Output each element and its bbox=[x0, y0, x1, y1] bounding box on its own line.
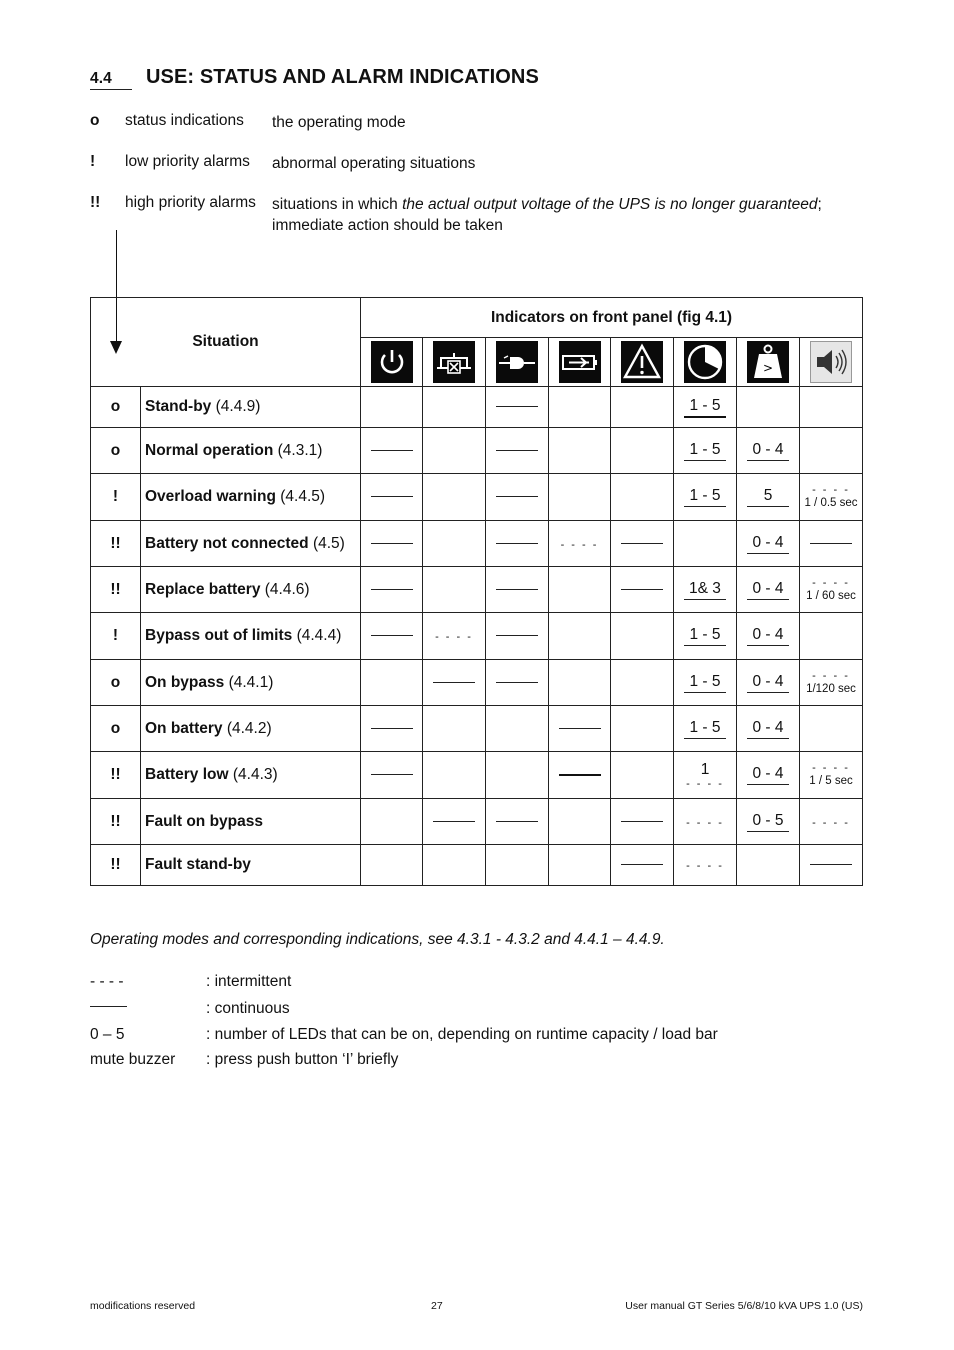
continuous-line bbox=[621, 864, 663, 865]
indicator-cell bbox=[423, 752, 486, 799]
row-situation bbox=[141, 845, 361, 886]
indicator-cell bbox=[423, 474, 486, 521]
situation-name: Fault on bypass bbox=[145, 812, 263, 830]
intermittent-mark: - - - - bbox=[812, 669, 850, 682]
continuous-line bbox=[810, 864, 852, 865]
continuous-line bbox=[496, 589, 538, 590]
situation-header: Situation bbox=[91, 298, 361, 387]
row-situation bbox=[141, 387, 361, 428]
situation-ref: (4.4.2) bbox=[226, 719, 272, 737]
indicator-cell bbox=[800, 521, 863, 567]
legend-description bbox=[272, 194, 872, 236]
indicator-cell bbox=[674, 521, 737, 567]
row-priority-symbol: !! bbox=[91, 752, 141, 799]
operating-modes-note: Operating modes and corresponding indications, see 4.3.1 - 4.3.2 and 4.4.1 – 4.4.9. bbox=[90, 931, 665, 948]
indicator-cell bbox=[737, 474, 800, 521]
indicator-cell bbox=[486, 752, 549, 799]
legend-row bbox=[90, 112, 870, 156]
legend-row bbox=[90, 153, 870, 197]
row-situation bbox=[141, 474, 361, 521]
situation-ref: (4.4.3) bbox=[232, 766, 278, 783]
indicator-icon-cell bbox=[800, 338, 863, 387]
table-row bbox=[91, 613, 863, 660]
key-row bbox=[90, 973, 850, 993]
table-row bbox=[91, 752, 863, 799]
indicator-cell bbox=[361, 387, 423, 428]
continuous-line bbox=[371, 589, 413, 590]
indicator-icon-cell bbox=[549, 338, 611, 387]
indicator-icon-cell bbox=[611, 338, 674, 387]
continuous-line bbox=[496, 682, 538, 683]
legend-description bbox=[272, 112, 872, 133]
indicator-cell bbox=[674, 845, 737, 886]
led-count: 1 - 5 bbox=[684, 674, 726, 693]
continuous-line bbox=[371, 496, 413, 497]
row-situation bbox=[141, 428, 361, 474]
continuous-line bbox=[371, 543, 413, 544]
legend-description bbox=[272, 153, 872, 174]
led-count: 0 - 4 bbox=[747, 720, 789, 739]
row-situation bbox=[141, 613, 361, 660]
indicator-cell bbox=[486, 474, 549, 521]
indicator-icon-cell bbox=[674, 338, 737, 387]
indicator-cell bbox=[361, 799, 423, 845]
indicator-cell bbox=[674, 613, 737, 660]
continuous-line bbox=[621, 589, 663, 590]
indicator-cell bbox=[674, 387, 737, 428]
indicator-cell bbox=[737, 706, 800, 752]
continuous-line bbox=[496, 450, 538, 451]
table-row bbox=[91, 567, 863, 613]
legend-desc-text: abnormal operating situations bbox=[272, 155, 476, 172]
indicator-cell bbox=[486, 428, 549, 474]
situation-ref: (4.5) bbox=[312, 534, 345, 552]
indicator-cell bbox=[361, 706, 423, 752]
indicator-cell bbox=[674, 752, 737, 799]
indicator-cell bbox=[800, 613, 863, 660]
key-symbol bbox=[90, 998, 127, 1016]
indicator-cell bbox=[737, 752, 800, 799]
row-priority-symbol: !! bbox=[91, 845, 141, 886]
key-meaning: : continuous bbox=[206, 1000, 290, 1017]
continuous-line bbox=[496, 635, 538, 636]
row-priority-symbol: ! bbox=[91, 474, 141, 521]
led-count-blinking bbox=[674, 761, 736, 789]
indicator-cell bbox=[361, 428, 423, 474]
table-row bbox=[91, 474, 863, 521]
legend-symbol: !! bbox=[90, 194, 101, 211]
indicator-cell bbox=[611, 799, 674, 845]
indicator-cell bbox=[361, 567, 423, 613]
indicator-cell bbox=[549, 660, 611, 706]
continuous-line bbox=[496, 543, 538, 544]
buzzer-pattern bbox=[800, 577, 862, 603]
indicator-cell bbox=[423, 613, 486, 660]
table-row bbox=[91, 660, 863, 706]
intermittent-mark: - - - - bbox=[686, 860, 724, 872]
section-heading bbox=[90, 66, 539, 90]
section-title: USE: STATUS AND ALARM INDICATIONS bbox=[146, 66, 539, 88]
intermittent-mark: - - - - bbox=[686, 778, 724, 790]
indicator-cell bbox=[800, 752, 863, 799]
indicator-cell bbox=[423, 799, 486, 845]
led-count: 1 - 5 bbox=[684, 488, 726, 507]
key-meaning: : press push button ‘I’ briefly bbox=[206, 1051, 399, 1068]
indicator-cell bbox=[737, 613, 800, 660]
situation-name: Normal operation bbox=[145, 441, 274, 459]
indicator-cell bbox=[611, 387, 674, 428]
indicator-icon-cell bbox=[737, 338, 800, 387]
legend-desc-italic: the actual output voltage of the UPS is no longer guaranteed bbox=[402, 196, 818, 213]
indicator-cell bbox=[423, 428, 486, 474]
power-icon bbox=[371, 341, 413, 383]
indicator-cell bbox=[423, 660, 486, 706]
indicator-cell bbox=[800, 428, 863, 474]
led-count: 1 - 5 bbox=[684, 442, 726, 461]
indicator-cell bbox=[423, 706, 486, 752]
indicator-cell bbox=[800, 474, 863, 521]
indicator-cell bbox=[486, 521, 549, 567]
situation-ref: (4.4.9) bbox=[215, 398, 261, 415]
indicator-cell bbox=[549, 521, 611, 567]
indicator-cell bbox=[674, 428, 737, 474]
situation-ref: (4.4.5) bbox=[280, 488, 326, 505]
row-priority-symbol: !! bbox=[91, 521, 141, 567]
led-count: 5 bbox=[747, 488, 789, 507]
continuous-line bbox=[371, 728, 413, 729]
indicator-cell bbox=[800, 660, 863, 706]
table-row bbox=[91, 845, 863, 886]
indicator-cell bbox=[800, 799, 863, 845]
indicator-cell bbox=[361, 845, 423, 886]
indicator-cell bbox=[674, 474, 737, 521]
continuous-line bbox=[90, 1006, 127, 1007]
led-count: 1& 3 bbox=[684, 581, 726, 600]
intermittent-mark: - - - - bbox=[812, 576, 850, 589]
led-count: 0 - 4 bbox=[747, 766, 789, 785]
indicator-cell bbox=[611, 428, 674, 474]
key-symbol: mute buzzer bbox=[90, 1051, 176, 1068]
intermittent-mark: - - - - bbox=[812, 484, 850, 496]
intermittent-mark: - - - - bbox=[686, 816, 724, 829]
footer-left: modifications reserved bbox=[90, 1300, 196, 1312]
situation-name: Overload warning bbox=[145, 488, 276, 505]
plug-icon bbox=[496, 341, 538, 383]
indicator-cell bbox=[611, 660, 674, 706]
row-priority-symbol: ! bbox=[91, 613, 141, 660]
intermittent-mark: - - - - bbox=[435, 631, 473, 643]
key-row bbox=[90, 1000, 850, 1020]
buzzer-interval: 1 / 5 sec bbox=[809, 775, 853, 787]
clock-icon bbox=[684, 341, 726, 383]
row-priority-symbol: !! bbox=[91, 799, 141, 845]
situation-name: Replace battery bbox=[145, 580, 261, 598]
page-number: 27 bbox=[431, 1300, 443, 1312]
key-symbol: - - - - bbox=[90, 973, 124, 990]
situation-name: Battery low bbox=[145, 766, 229, 783]
buzzer-pattern bbox=[800, 484, 862, 510]
situation-name: On battery bbox=[145, 719, 223, 737]
row-situation bbox=[141, 706, 361, 752]
buzzer-interval: 1 / 60 sec bbox=[806, 589, 856, 602]
continuous-line bbox=[371, 635, 413, 636]
buzzer-interval: 1/120 sec bbox=[806, 682, 856, 695]
continuous-line bbox=[621, 821, 663, 822]
legend-desc-text: situations in which bbox=[272, 196, 403, 213]
continuous-line bbox=[810, 543, 852, 544]
buzzer-pattern bbox=[800, 670, 862, 696]
indicator-cell bbox=[361, 521, 423, 567]
speaker-icon bbox=[810, 341, 852, 383]
indicator-table bbox=[90, 297, 863, 886]
indicator-cell bbox=[674, 799, 737, 845]
table-row bbox=[91, 799, 863, 845]
legend-symbol: o bbox=[90, 112, 100, 129]
row-situation bbox=[141, 752, 361, 799]
indicator-cell bbox=[423, 387, 486, 428]
indicator-cell bbox=[549, 387, 611, 428]
continuous-line bbox=[433, 682, 475, 683]
key-row bbox=[90, 1051, 850, 1071]
indicator-cell bbox=[611, 521, 674, 567]
indicator-cell bbox=[611, 752, 674, 799]
situation-ref: (4.3.1) bbox=[277, 441, 323, 459]
table-row bbox=[91, 428, 863, 474]
led-count: 0 - 4 bbox=[747, 535, 789, 554]
indicator-cell bbox=[737, 387, 800, 428]
key-symbol: 0 – 5 bbox=[90, 1026, 125, 1043]
indicator-cell bbox=[674, 660, 737, 706]
indicator-cell bbox=[423, 567, 486, 613]
situation-ref: (4.4.4) bbox=[296, 627, 342, 644]
indicator-cell bbox=[549, 706, 611, 752]
indicator-cell bbox=[611, 845, 674, 886]
legend-label: high priority alarms bbox=[125, 194, 256, 211]
indicator-cell bbox=[800, 387, 863, 428]
indicators-header: Indicators on front panel (fig 4.1) bbox=[361, 298, 863, 338]
indicator-cell bbox=[486, 567, 549, 613]
led-count: 1 bbox=[700, 761, 710, 778]
indicator-cell bbox=[737, 428, 800, 474]
continuous-line bbox=[621, 543, 663, 544]
indicator-icon-cell bbox=[486, 338, 549, 387]
row-situation bbox=[141, 660, 361, 706]
indicator-icon-cell bbox=[361, 338, 423, 387]
row-situation bbox=[141, 521, 361, 567]
legend-desc-text: the operating mode bbox=[272, 114, 406, 131]
intermittent-mark: - - - - bbox=[812, 762, 850, 774]
row-situation bbox=[141, 799, 361, 845]
buzzer-pattern bbox=[800, 762, 862, 788]
intermittent-mark: - - - - bbox=[560, 538, 599, 551]
row-priority-symbol: !! bbox=[91, 567, 141, 613]
indicator-cell bbox=[674, 706, 737, 752]
indicator-cell bbox=[361, 660, 423, 706]
led-count: 1 - 5 bbox=[684, 627, 726, 646]
indicator-cell bbox=[800, 706, 863, 752]
continuous-line bbox=[496, 821, 538, 822]
continuous-line bbox=[371, 450, 413, 451]
continuous-line bbox=[496, 406, 538, 407]
table-row bbox=[91, 706, 863, 752]
indicator-cell bbox=[486, 613, 549, 660]
indicator-cell bbox=[361, 613, 423, 660]
situation-ref: (4.4.1) bbox=[228, 673, 274, 691]
led-count: 0 - 4 bbox=[747, 442, 789, 461]
indicator-cell bbox=[549, 845, 611, 886]
continuous-line bbox=[433, 821, 475, 822]
indicator-cell bbox=[486, 799, 549, 845]
indicator-cell bbox=[737, 567, 800, 613]
section-number: 4.4 bbox=[90, 71, 132, 90]
indicator-cell bbox=[486, 706, 549, 752]
legend-label: status indications bbox=[125, 112, 244, 129]
led-count: 0 - 4 bbox=[747, 581, 789, 600]
indicator-cell bbox=[549, 567, 611, 613]
indicator-cell bbox=[611, 613, 674, 660]
led-count: 0 - 5 bbox=[747, 813, 789, 832]
led-count: 0 - 4 bbox=[747, 674, 789, 693]
indicator-cell bbox=[611, 474, 674, 521]
led-count: 0 - 4 bbox=[747, 627, 789, 646]
key-row bbox=[90, 1026, 850, 1046]
warning-icon bbox=[621, 341, 663, 383]
indicator-cell bbox=[737, 845, 800, 886]
indicator-cell bbox=[737, 799, 800, 845]
buzzer-interval: 1 / 0.5 sec bbox=[804, 497, 858, 509]
indicator-cell bbox=[549, 752, 611, 799]
situation-name: Bypass out of limits bbox=[145, 627, 293, 644]
indicator-cell bbox=[423, 845, 486, 886]
led-count: 1 - 5 bbox=[684, 720, 726, 739]
legend-symbol: ! bbox=[90, 153, 96, 170]
indicator-cell bbox=[361, 474, 423, 521]
indicator-cell bbox=[549, 799, 611, 845]
row-priority-symbol: o bbox=[91, 660, 141, 706]
row-situation bbox=[141, 567, 361, 613]
continuous-line bbox=[496, 496, 538, 497]
indicator-cell bbox=[737, 660, 800, 706]
situation-name: Battery not connected bbox=[145, 534, 309, 552]
indicator-cell bbox=[486, 845, 549, 886]
row-priority-symbol: o bbox=[91, 387, 141, 428]
situation-ref: (4.4.6) bbox=[264, 580, 310, 598]
indicator-cell bbox=[674, 567, 737, 613]
row-priority-symbol: o bbox=[91, 428, 141, 474]
table-row bbox=[91, 521, 863, 567]
indicator-icon-cell bbox=[423, 338, 486, 387]
indicator-cell bbox=[611, 706, 674, 752]
legend-desc-after: ; immediate action should be taken bbox=[272, 196, 822, 234]
footer-right: User manual GT Series 5/6/8/10 kVA UPS 1.0 (US) bbox=[625, 1300, 863, 1312]
situation-name: Fault stand-by bbox=[145, 856, 251, 873]
indicator-cell bbox=[486, 387, 549, 428]
svg-text:>: > bbox=[762, 361, 774, 375]
continuous-line bbox=[371, 774, 413, 775]
indicator-cell bbox=[737, 521, 800, 567]
situation-name: On bypass bbox=[145, 673, 225, 691]
load-weight-icon bbox=[747, 341, 789, 383]
indicator-cell bbox=[800, 567, 863, 613]
legend-label: low priority alarms bbox=[125, 153, 250, 170]
continuous-line bbox=[559, 774, 601, 776]
continuous-line bbox=[559, 728, 601, 729]
indicator-cell bbox=[549, 474, 611, 521]
bypass-icon bbox=[433, 341, 475, 383]
situation-name: Stand-by bbox=[145, 398, 212, 415]
indicator-cell bbox=[800, 845, 863, 886]
indicator-cell bbox=[486, 660, 549, 706]
legend-row bbox=[90, 194, 870, 238]
indicator-cell bbox=[549, 613, 611, 660]
indicator-cell bbox=[423, 521, 486, 567]
row-priority-symbol: o bbox=[91, 706, 141, 752]
table-row bbox=[91, 387, 863, 428]
key-meaning: : number of LEDs that can be on, depending on runtime capacity / load bar bbox=[206, 1026, 718, 1043]
battery-icon bbox=[559, 341, 601, 383]
key-meaning: : intermittent bbox=[206, 973, 292, 990]
indicator-cell bbox=[611, 567, 674, 613]
indicator-cell bbox=[361, 752, 423, 799]
led-count: 1 - 5 bbox=[684, 398, 726, 418]
intermittent-mark: - - - - bbox=[812, 816, 850, 829]
indicator-cell bbox=[549, 428, 611, 474]
